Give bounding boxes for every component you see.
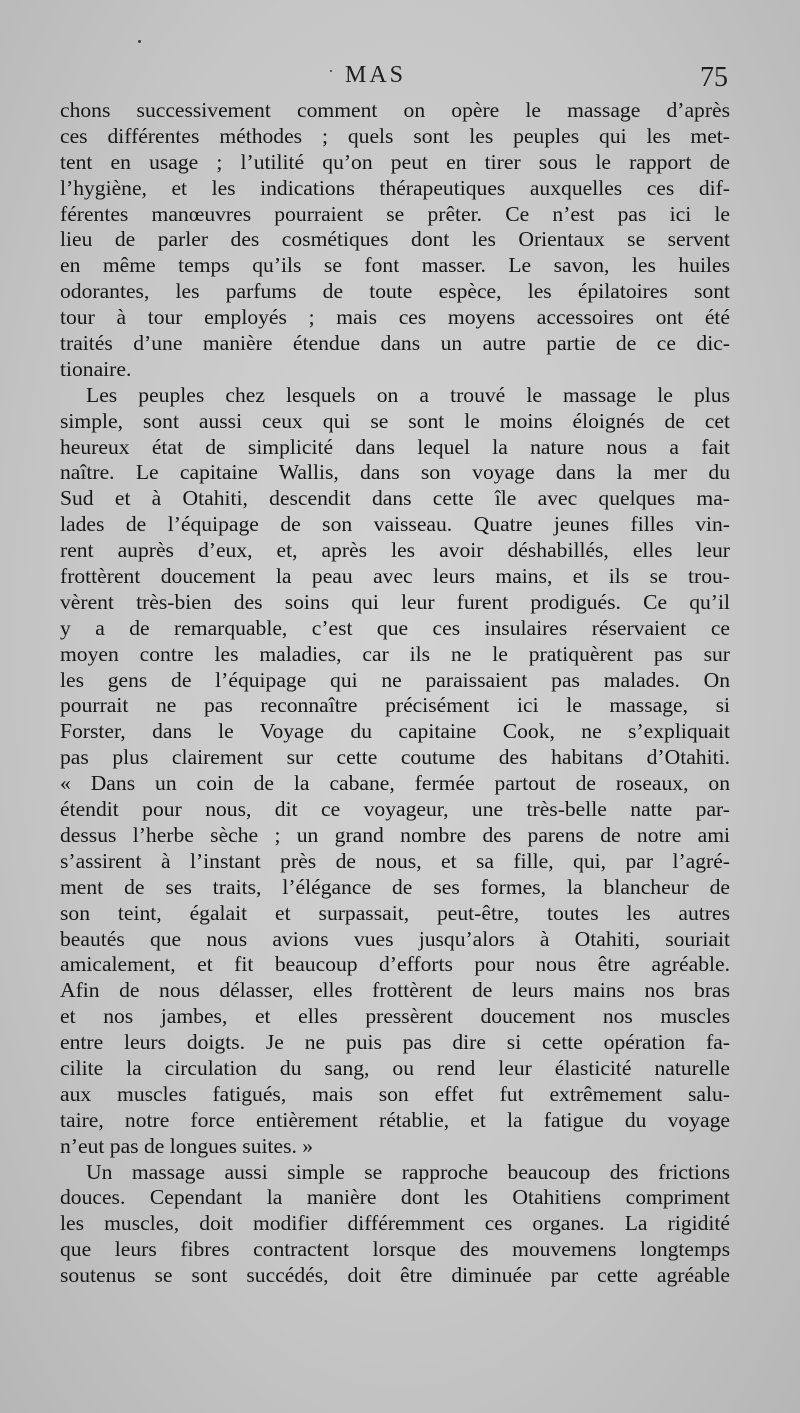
text-line: naître. Le capitaine Wallis, dans son voyage dans la mer du xyxy=(60,460,730,485)
text-line: Les peuples chez lesquels on a trouvé le massage le plus xyxy=(86,382,730,407)
text-line: Un massage aussi simple se rapproche beaucoup des frictions xyxy=(86,1159,730,1184)
text-line: traités d’une manière étendue dans un autre partie de ce dic- xyxy=(60,331,730,356)
text-line: pourrait ne pas reconnaître précisément ici le massage, si xyxy=(60,693,730,718)
text-line: dessus l’herbe sèche ; un grand nombre des parens de notre ami xyxy=(60,822,730,847)
text-line: entre leurs doigts. Je ne puis pas dire si cette opération fa- xyxy=(60,1030,730,1055)
text-line: ment de ses traits, l’élégance de ses formes, la blancheur de xyxy=(60,874,730,899)
text-line: chons successivement comment on opère le massage d’après xyxy=(60,98,730,122)
text-line: aux muscles fatigués, mais son effet fut extrêmement salu- xyxy=(60,1081,730,1106)
running-head xyxy=(0,62,800,96)
text-line: ces différentes méthodes ; quels sont les peuples qui les met- xyxy=(60,123,730,148)
text-line: Afin de nous délasser, elles frottèrent de leurs mains nos bras xyxy=(60,978,730,1003)
text-line: moyen contre les maladies, car ils ne le pratiquèrent pas sur xyxy=(60,641,730,666)
text-line: l’hygiène, et les indications thérapeutiques auxquelles ces dif- xyxy=(60,175,730,200)
text-line: s’assirent à l’instant près de nous, et sa fille, qui, par l’agré- xyxy=(60,848,730,873)
text-line: amicalement, et fit beaucoup d’efforts pour nous être agréable. xyxy=(60,952,730,977)
text-line: tent en usage ; l’utilité qu’on peut en tirer sous le rapport de xyxy=(60,149,730,174)
text-line: étendit pour nous, dit ce voyageur, une très-belle natte par- xyxy=(60,797,730,822)
text-line: y a de remarquable, c’est que ces insulaires réservaient ce xyxy=(60,615,730,640)
paper-speck xyxy=(330,70,332,72)
text-line: en même temps qu’ils se font masser. Le savon, les huiles xyxy=(60,253,730,278)
text-line: rent auprès d’eux, et, après les avoir déshabillés, elles leur xyxy=(60,538,730,563)
text-line: odorantes, les parfums de toute espèce, les épilatoires sont xyxy=(60,279,730,304)
text-line: douces. Cependant la manière dont les Otahitiens compriment xyxy=(60,1185,730,1210)
text-line: vèrent très-bien des soins qui leur furent prodigués. Ce qu’il xyxy=(60,589,730,614)
text-line: son teint, égalait et surpassait, peut-être, toutes les autres xyxy=(60,900,730,925)
text-line: n’eut pas de longues suites. » xyxy=(60,1133,314,1158)
text-line: que leurs fibres contractent lorsque des mouvemens longtemps xyxy=(60,1237,730,1262)
text-line: férentes manœuvres pourraient se prêter. Ce n’est pas ici le xyxy=(60,201,730,226)
text-line: tionaire. xyxy=(60,356,132,381)
text-line: et nos jambes, et elles pressèrent doucement nos muscles xyxy=(60,1004,730,1029)
text-line: les muscles, doit modifier différemment ces organes. La rigidité xyxy=(60,1211,730,1236)
text-line: lades de l’équipage de son vaisseau. Quatre jeunes filles vin- xyxy=(60,512,730,537)
text-line: Sud et à Otahiti, descendit dans cette île avec quelques ma- xyxy=(60,486,730,511)
text-line: les gens de l’équipage qui ne paraissaient pas malades. On xyxy=(60,667,730,692)
text-line: beautés que nous avions vues jusqu’alors à Otahiti, souriait xyxy=(60,926,730,951)
text-line: simple, sont aussi ceux qui se sont le moins éloignés de cet xyxy=(60,408,730,433)
body-text xyxy=(60,98,730,1289)
text-line: pas plus clairement sur cette coutume des habitans d’Otahiti. xyxy=(60,745,730,770)
page-number: 75 xyxy=(700,62,728,93)
text-line: frottèrent doucement la peau avec leurs mains, et ils se trou- xyxy=(60,564,730,589)
text-line: heureux état de simplicité dans lequel la nature nous a fait xyxy=(60,434,730,459)
paper-speck xyxy=(138,40,141,43)
text-line: Forster, dans le Voyage du capitaine Cook, ne s’expliquait xyxy=(60,719,730,744)
text-line: taire, notre force entièrement rétablie, et la fatigue du voyage xyxy=(60,1107,730,1132)
running-head-title: MAS xyxy=(345,62,407,88)
text-line: soutenus se sont succédés, doit être diminuée par cette agréable xyxy=(60,1263,730,1288)
text-line: « Dans un coin de la cabane, fermée partout de roseaux, on xyxy=(60,771,730,796)
text-line: lieu de parler des cosmétiques dont les Orientaux se servent xyxy=(60,227,730,252)
text-line: cilite la circulation du sang, ou rend leur élasticité naturelle xyxy=(60,1055,730,1080)
text-line: tour à tour employés ; mais ces moyens accessoires ont été xyxy=(60,305,730,330)
